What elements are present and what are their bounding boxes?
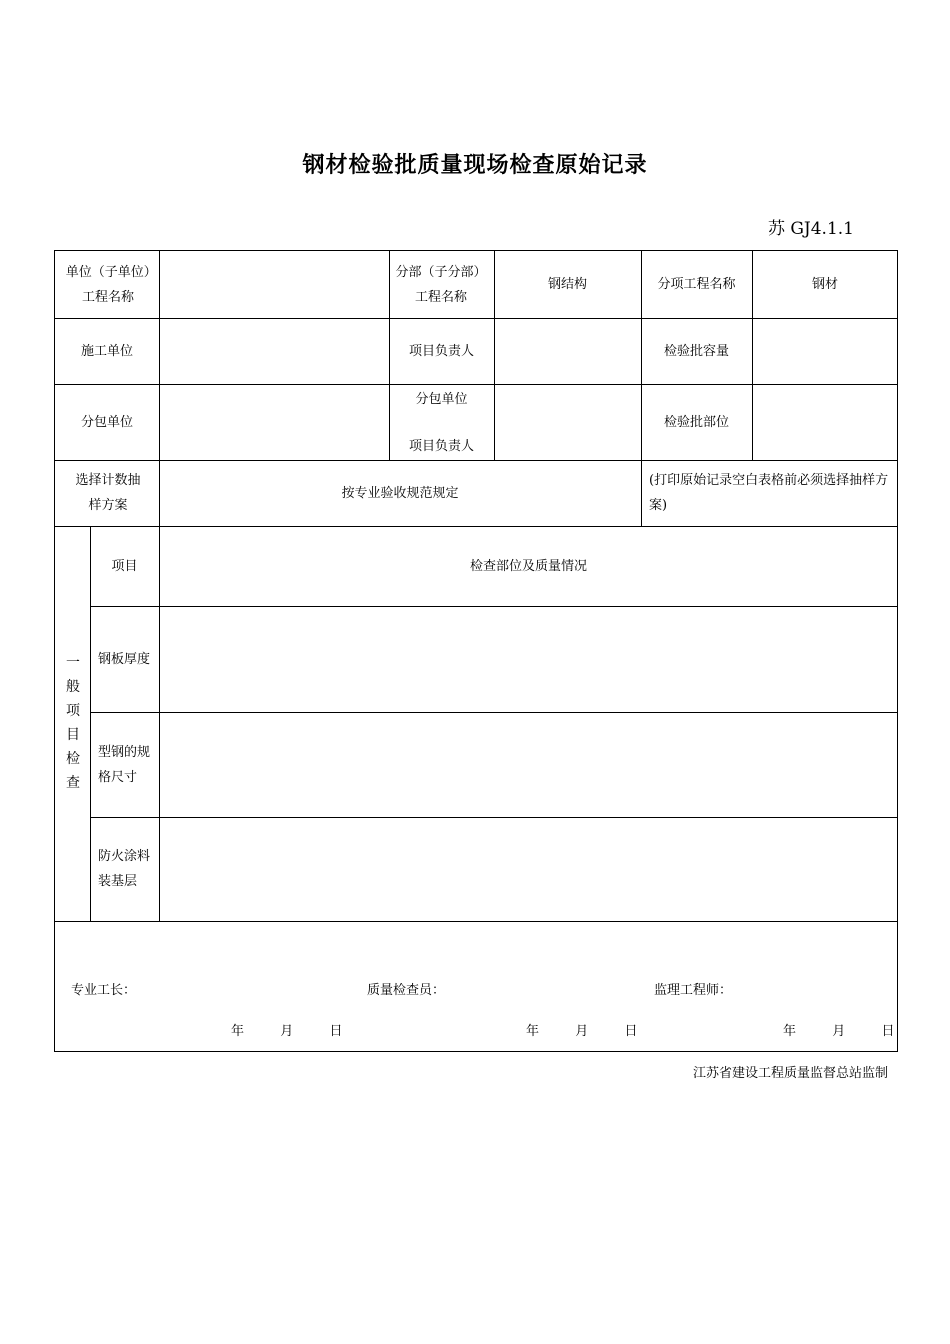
batch-location-label: 检验批部位	[663, 414, 729, 430]
sampling-value: 按专业验收规范规定	[341, 485, 459, 501]
form-code: 苏 GJ4.1.1	[767, 219, 854, 239]
inspector-signature-label: 质量检查员：	[367, 983, 446, 998]
page-title: 钢材检验批质量现场检查原始记录	[302, 153, 648, 178]
check-header: 检查部位及质量情况	[469, 558, 587, 574]
item-fireproof-coating-base: 防火涂料装基层	[98, 849, 151, 889]
supervisor-date: 年 月 日	[783, 1024, 895, 1039]
sub-unit-label: 分包单位	[415, 391, 468, 407]
batch-capacity-label: 检验批容量	[663, 343, 729, 359]
contractor-label: 施工单位	[80, 343, 133, 359]
sub-manager-label: 项目负责人	[408, 439, 474, 454]
foreman-date: 年 月 日	[231, 1024, 343, 1039]
sampling-note: (打印原始记录空白表格前必须选择抽样方案)	[649, 473, 889, 513]
project-manager-label: 项目负责人	[408, 343, 474, 359]
unit-project-label: 单位（子单位）工程名称	[65, 264, 151, 305]
inspection-form	[54, 250, 898, 1052]
item-header: 项目	[111, 558, 138, 574]
sub-part-value: 钢结构	[547, 277, 587, 292]
inspector-date: 年 月 日	[526, 1024, 638, 1039]
supervisor-signature-label: 监理工程师：	[654, 983, 733, 998]
subcontractor-label: 分包单位	[80, 414, 133, 430]
sampling-label: 选择计数抽样方案	[75, 473, 141, 513]
item-section-steel-size: 型钢的规格尺寸	[98, 744, 151, 785]
general-items-label: 一般项目检查	[66, 655, 80, 791]
sub-part-label: 分部（子分部）工程名称	[395, 264, 487, 305]
sub-item-label: 分项工程名称	[657, 277, 736, 292]
item-steel-plate-thickness: 钢板厚度	[98, 651, 151, 667]
footer-issuer: 江苏省建设工程质量监督总站监制	[692, 1066, 888, 1081]
unit-project-value	[159, 251, 389, 318]
foreman-signature-label: 专业工长：	[71, 983, 137, 998]
sub-item-value: 钢材	[811, 277, 838, 292]
